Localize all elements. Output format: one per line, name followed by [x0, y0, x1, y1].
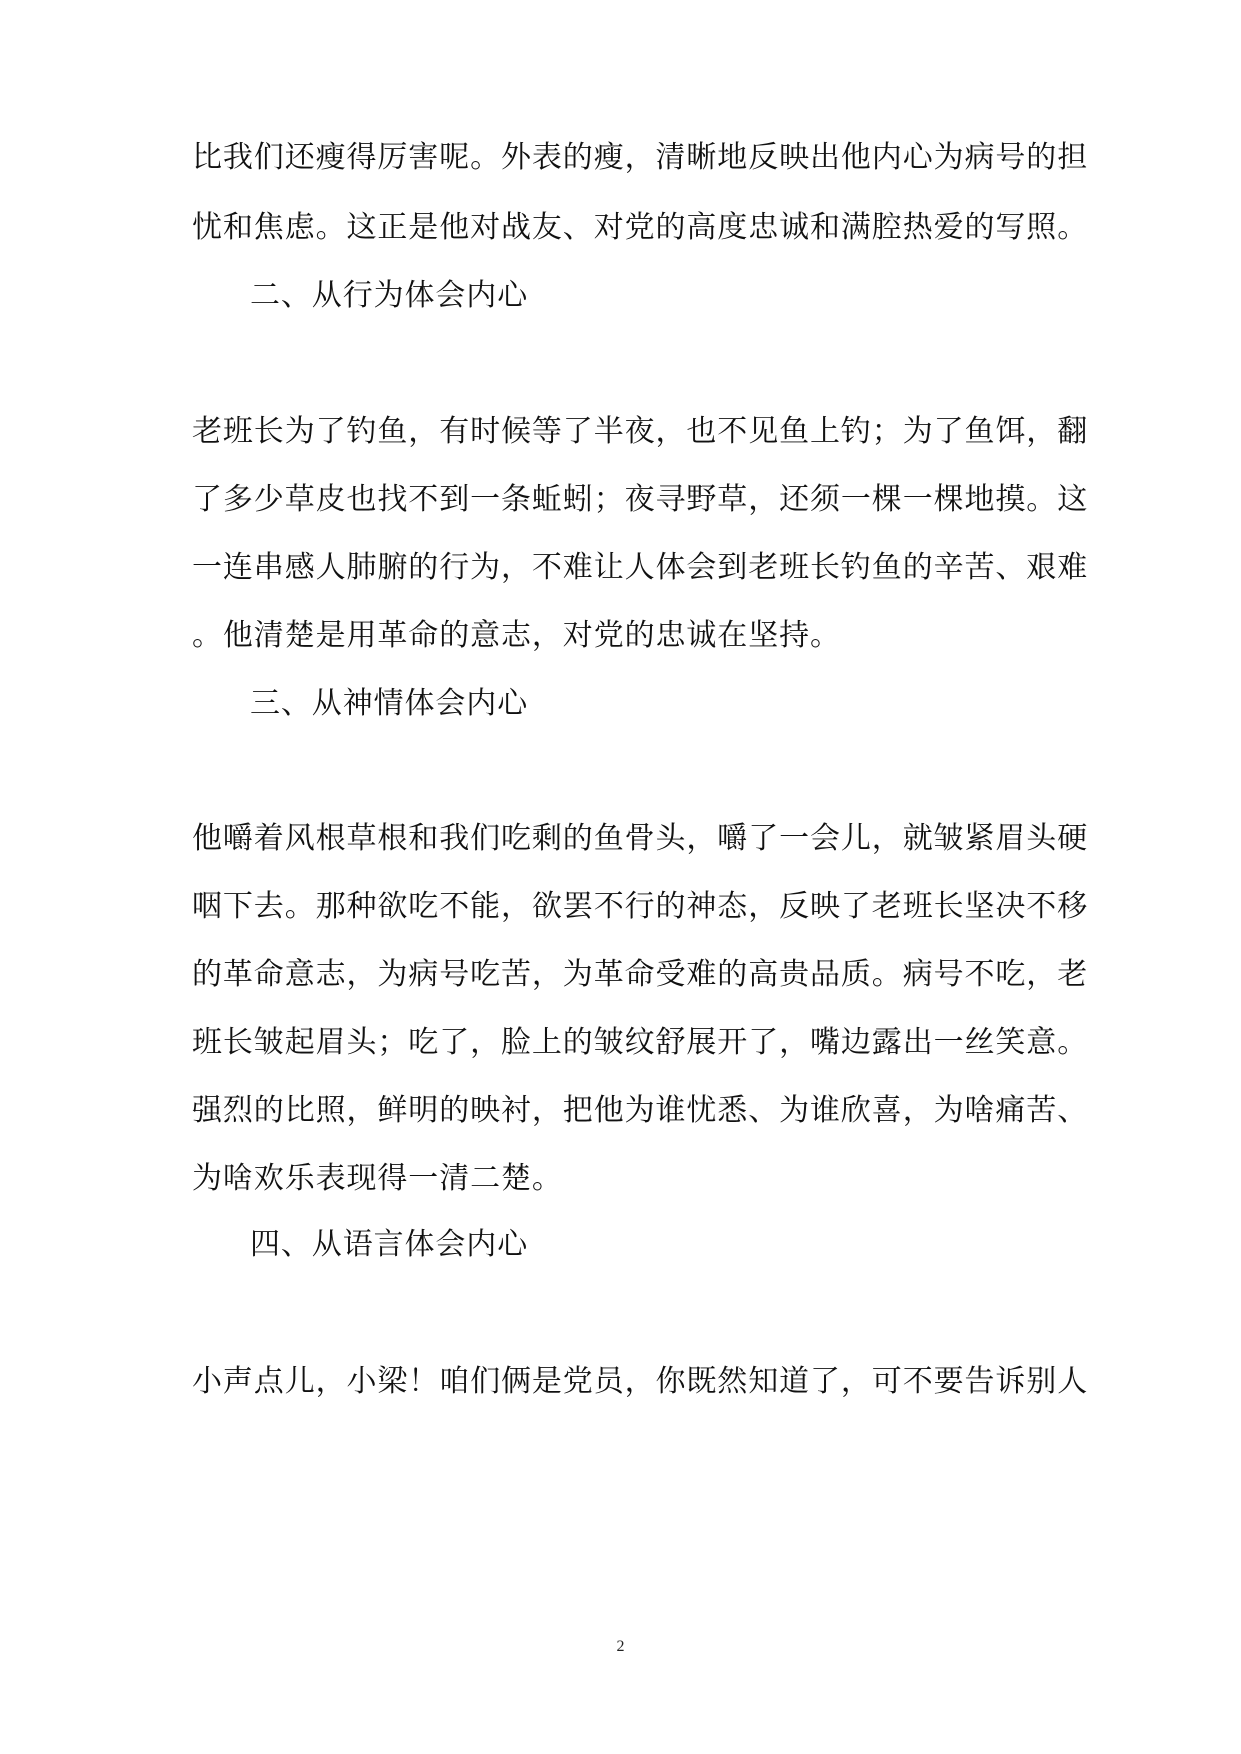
body-line: 一连串感人肺腑的行为，不难让人体会到老班长钓鱼的辛苦、艰难: [192, 550, 1089, 585]
body-line: 。他清楚是用革命的意志，对党的忠诚在坚持。: [192, 618, 841, 653]
body-line: 他嚼着风根草根和我们吃剩的鱼骨头，嚼了一会儿，就皱紧眉头硬: [192, 821, 1089, 856]
body-line: 为啥欢乐表现得一清二楚。: [192, 1161, 563, 1196]
body-line: 强烈的比照，鲜明的映衬，把他为谁忧悉、为谁欣喜，为啥痛苦、: [192, 1093, 1089, 1128]
section-heading: 三、从神情体会内心: [250, 686, 529, 721]
body-line: 老班长为了钓鱼，有时候等了半夜，也不见鱼上钓；为了鱼饵，翻: [192, 414, 1089, 449]
body-line: 的革命意志，为病号吃苦，为革命受难的高贵品质。病号不吃，老: [192, 957, 1089, 992]
page-number: 2: [616, 1638, 625, 1655]
body-line: 了多少草皮也找不到一条蚯蚓；夜寻野草，还须一棵一棵地摸。这: [192, 482, 1089, 517]
section-heading: 二、从行为体会内心: [250, 278, 529, 313]
body-line: 小声点儿，小梁！咱们俩是党员，你既然知道了，可不要告诉别人: [192, 1364, 1089, 1399]
body-line: 班长皱起眉头；吃了，脸上的皱纹舒展开了，嘴边露出一丝笑意。: [192, 1025, 1089, 1060]
body-line: 忧和焦虑。这正是他对战友、对党的高度忠诚和满腔热爱的写照。: [192, 210, 1089, 245]
section-heading: 四、从语言体会内心: [250, 1227, 529, 1262]
body-line: 咽下去。那种欲吃不能，欲罢不行的神态，反映了老班长坚决不移: [192, 889, 1089, 924]
body-line: 比我们还瘦得厉害呢。外表的瘦，清晰地反映出他内心为病号的担: [192, 140, 1089, 175]
